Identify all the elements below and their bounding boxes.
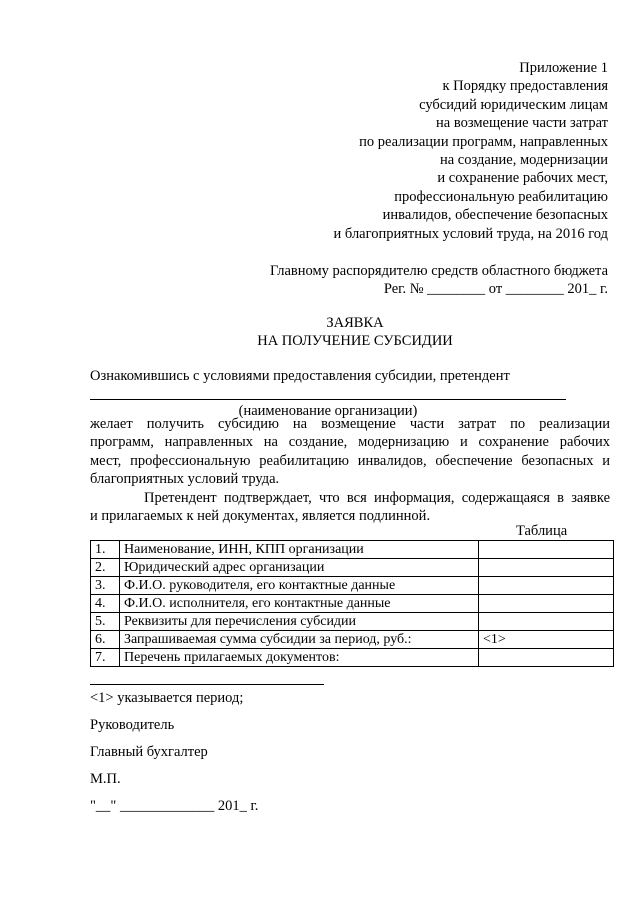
- organization-name-blank: [90, 399, 566, 400]
- stamp-placeholder: М.П.: [90, 771, 121, 787]
- intro-block: [90, 367, 610, 421]
- appendix-line: на создание, модернизации: [439, 152, 608, 169]
- paragraph-request: [90, 415, 610, 489]
- row-description: Ф.И.О. руководителя, его контактные данные: [120, 577, 479, 595]
- title-line-1: ЗАЯВКА: [326, 315, 384, 331]
- application-table: [90, 540, 614, 667]
- signature-accountant: Главный бухгалтер: [90, 744, 208, 760]
- row-description: Наименование, ИНН, КПП организации: [120, 541, 479, 559]
- row-number: 4.: [91, 595, 120, 613]
- appendix-line: профессиональную реабилитацию: [394, 188, 608, 205]
- paragraph-line: программ, направленных на создание, модернизацию и сохранение рабочих: [90, 434, 610, 451]
- row-number: 5.: [91, 613, 120, 631]
- row-value: <1>: [479, 631, 614, 649]
- paragraph-confirmation: [90, 489, 610, 526]
- paragraph-line: Претендент подтверждает, что вся информация, содержащаяся в заявке: [144, 490, 610, 506]
- row-value: [479, 613, 614, 631]
- organization-name-caption: (наименование организации): [238, 403, 418, 420]
- table-row: [91, 649, 614, 667]
- appendix-line: инвалидов, обеспечение безопасных: [382, 207, 608, 224]
- row-value: [479, 649, 614, 667]
- paragraph-line: желает получить субсидию на возмещение части затрат по реализации: [90, 416, 610, 432]
- appendix-line: и благоприятных условий труда, на 2016 год: [333, 225, 608, 242]
- footnote-separator: [90, 684, 324, 685]
- table-row: [91, 541, 614, 559]
- document-title: [0, 314, 640, 351]
- table-row: [91, 613, 614, 631]
- row-description: Запрашиваемая сумма субсидии за период, руб.:: [120, 631, 479, 649]
- paragraph-line: и прилагаемых к ней документах, является подлинной.: [90, 508, 431, 525]
- row-value: [479, 559, 614, 577]
- appendix-header: [334, 59, 608, 243]
- row-value: [479, 595, 614, 613]
- appendix-line: к Порядку предоставления: [442, 78, 608, 95]
- date-line: "__" _____________ 201_ г.: [90, 798, 259, 814]
- table-row: [91, 595, 614, 613]
- row-description: Юридический адрес организации: [120, 559, 479, 577]
- row-value: [479, 541, 614, 559]
- recipient-name: Главному распорядителю средств областного бюджета: [269, 263, 608, 279]
- appendix-line: на возмещение части затрат: [436, 115, 608, 132]
- intro-text: Ознакомившись с условиями предоставления субсидии, претендент: [90, 368, 510, 384]
- table-row: [91, 631, 614, 649]
- footnote: <1> указывается период;: [90, 690, 244, 706]
- paragraph-line: мест, профессиональную реабилитацию инвалидов, обеспечение безопасных и: [90, 452, 610, 469]
- paragraph-line: благоприятных условий труда.: [90, 471, 280, 488]
- registration-line: Рег. № ________ от ________ 201_ г.: [383, 281, 608, 298]
- recipient-block: [270, 262, 608, 299]
- row-description: Перечень прилагаемых документов:: [120, 649, 479, 667]
- row-number: 3.: [91, 577, 120, 595]
- appendix-line: и сохранение рабочих мест,: [437, 170, 608, 187]
- table-row: [91, 577, 614, 595]
- appendix-line: Приложение 1: [519, 60, 608, 76]
- row-number: 7.: [91, 649, 120, 667]
- row-number: 6.: [91, 631, 120, 649]
- appendix-line: по реализации программ, направленных: [359, 133, 608, 150]
- signature-head: Руководитель: [90, 717, 175, 733]
- table-row: [91, 559, 614, 577]
- table-label: Таблица: [516, 523, 568, 539]
- row-number: 2.: [91, 559, 120, 577]
- row-value: [479, 577, 614, 595]
- appendix-line: субсидий юридическим лицам: [419, 96, 608, 113]
- row-description: Реквизиты для перечисления субсидии: [120, 613, 479, 631]
- row-description: Ф.И.О. исполнителя, его контактные данные: [120, 595, 479, 613]
- title-line-2: НА ПОЛУЧЕНИЕ СУБСИДИИ: [257, 333, 453, 350]
- row-number: 1.: [91, 541, 120, 559]
